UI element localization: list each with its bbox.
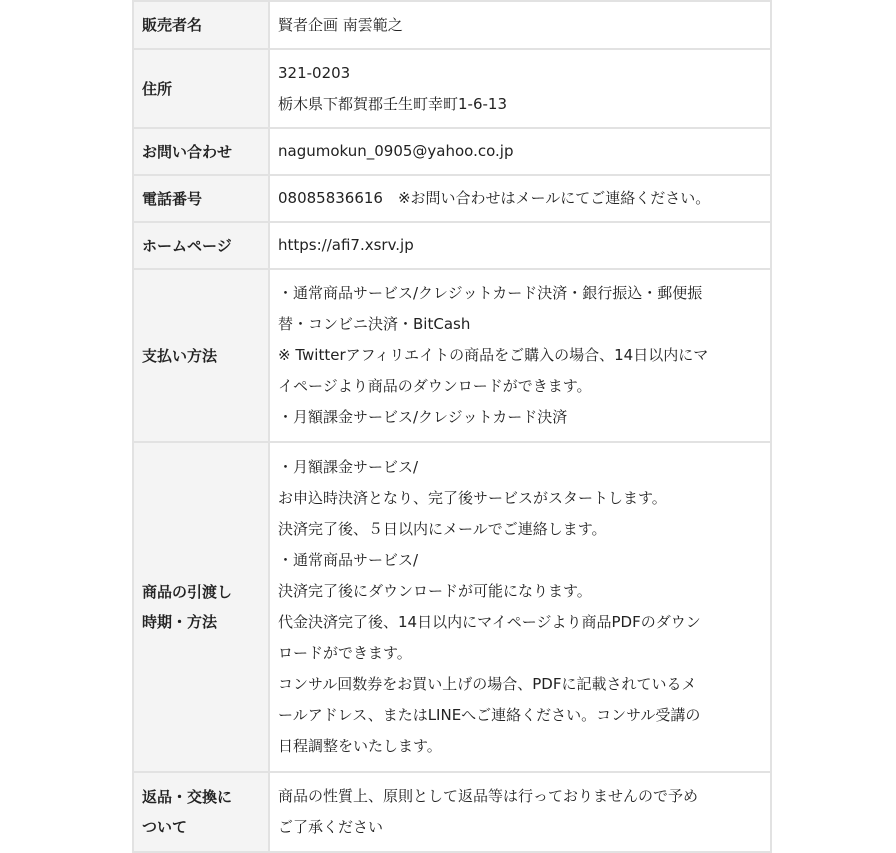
value-line: 栃木県下都賀郡壬生町幸町1-6-13 (278, 94, 508, 113)
value-line: 08085836616 ※お問い合わせはメールにてご連絡ください。 (278, 189, 711, 207)
value-line: ・通常商品サービス/ (278, 551, 419, 569)
value-line: 替・コンビニ決済・BitCash (278, 315, 471, 333)
value-line: 代金決済完了後、14日以内にマイページより商品PDFのダウン (278, 613, 701, 631)
row-value-delivery (269, 442, 771, 772)
value-line: ールアドレス、またはLINEへご連絡ください。コンサル受講の (278, 706, 701, 724)
value-line: 321-0203 (278, 63, 351, 82)
value-line: ・月額課金サービス/クレジットカード決済 (278, 408, 568, 426)
label-line: 商品の引渡し (142, 583, 233, 601)
row-label-payment: 支払い方法 (133, 269, 269, 442)
row-value-returns (269, 772, 771, 852)
row-label-address: 住所 (133, 49, 269, 128)
value-line: 商品の性質上、原則として返品等は行っておりませんので予め (278, 787, 699, 805)
row-label-delivery (133, 442, 269, 772)
value-line: 賢者企画 南雲範之 (278, 15, 403, 34)
table-row (133, 128, 771, 175)
value-line: 決済完了後、５日以内にメールでご連絡します。 (278, 520, 607, 538)
row-label-seller: 販売者名 (133, 1, 269, 49)
label-line: 時期・方法 (142, 613, 218, 631)
row-label-phone: 電話番号 (133, 175, 269, 222)
seller-info-table-wrapper (132, 0, 772, 853)
value-line: ※ Twitterアフィリエイトの商品をご購入の場合、14日以内にマ (278, 346, 709, 364)
table-row (133, 49, 771, 128)
value-line: ・通常商品サービス/クレジットカード決済・銀行振込・郵便振 (278, 284, 703, 302)
label-line: 返品・交換に (142, 788, 233, 806)
row-value-address (269, 49, 771, 128)
homepage-link[interactable]: https://afi7.xsrv.jp (278, 236, 414, 254)
value-line: イページより商品のダウンロードができます。 (278, 377, 592, 395)
table-row (133, 175, 771, 222)
row-value-homepage[interactable] (269, 222, 771, 269)
label-line: ついて (142, 818, 188, 836)
email-link[interactable]: nagumokun_0905@yahoo.co.jp (278, 142, 514, 160)
value-line: ご了承ください (278, 818, 384, 836)
table-row (133, 1, 771, 49)
value-line: ・月額課金サービス/ (278, 458, 419, 476)
row-value-seller (269, 1, 771, 49)
value-line: 決済完了後にダウンロードが可能になります。 (278, 582, 592, 600)
table-row (133, 772, 771, 852)
table-row (133, 442, 771, 772)
value-line: お申込時決済となり、完了後サービスがスタートします。 (278, 489, 667, 507)
row-label-homepage: ホームページ (133, 222, 269, 269)
table-row (133, 269, 771, 442)
table-row (133, 222, 771, 269)
row-value-phone (269, 175, 771, 222)
seller-info-table (132, 0, 772, 853)
value-line: ロードができます。 (278, 644, 412, 662)
row-value-payment (269, 269, 771, 442)
row-label-returns (133, 772, 269, 852)
value-line: 日程調整をいたします。 (278, 737, 442, 755)
value-line: コンサル回数券をお買い上げの場合、PDFに記載されているメ (278, 675, 697, 693)
row-label-contact: お問い合わせ (133, 128, 269, 175)
row-value-contact-email[interactable] (269, 128, 771, 175)
